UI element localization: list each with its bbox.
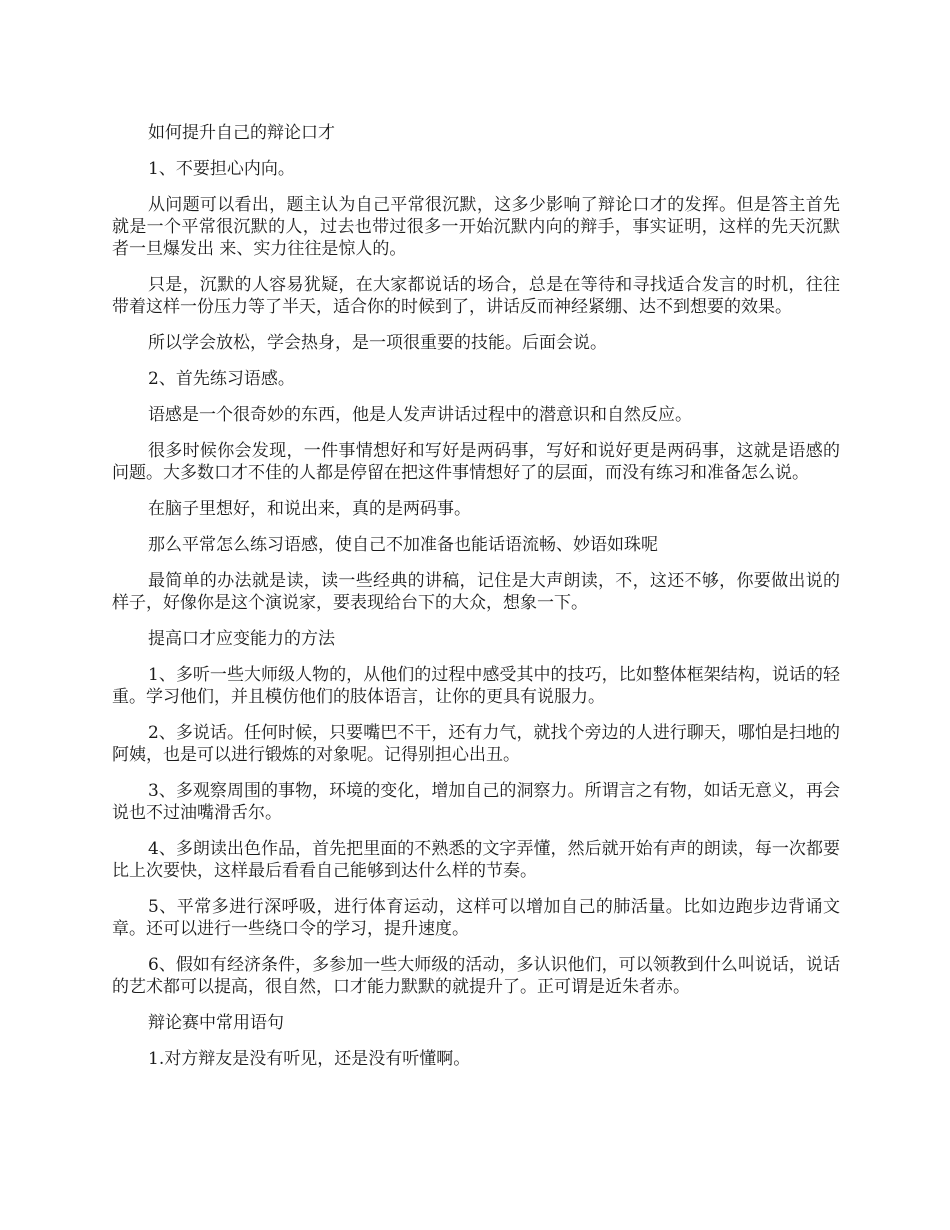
paragraph: 语感是一个很奇妙的东西，他是人发声讲话过程中的潜意识和自然反应。	[148, 405, 692, 425]
paragraph: 所以学会放松，学会热身，是一项很重要的技能。后面会说。	[148, 333, 607, 353]
list-item: 2、多说话。任何时候，只要嘴巴不干，还有力气，就找个旁边的人进行聊天，哪怕是扫地的阿姨，也是可以进行锻炼的对象呢。记得别担心出丑。	[112, 723, 840, 765]
paragraph: 从问题可以看出，题主认为自己平常很沉默，这多少影响了辩论口才的发挥。但是答主首先就是一个平常很沉默的人，过去也带过很多一开始沉默内向的辩手，事实证明，这样的先天沉默者一旦爆发出 来、实力往往是惊人的。	[112, 195, 840, 259]
paragraph: 在脑子里想好，和说出来，真的是两码事。	[148, 499, 471, 519]
section-heading: 提高口才应变能力的方法	[148, 629, 335, 649]
paragraph: 那么平常怎么练习语感，使自己不加准备也能话语流畅、妙语如珠呢	[148, 535, 658, 555]
document-body	[112, 122, 840, 1084]
list-item: 5、平常多进行深呼吸，进行体育运动，这样可以增加自己的肺活量。比如边跑步边背诵文章。还可以进行一些绕口令的学习，提升速度。	[112, 897, 840, 939]
paragraph: 最简单的办法就是读，读一些经典的讲稿，记住是大声朗读，不，这还不够，你要做出说的样子，好像你是这个演说家，要表现给台下的大众，想象一下。	[112, 571, 840, 613]
list-item: 4、多朗读出色作品，首先把里面的不熟悉的文字弄懂，然后就开始有声的朗读，每一次都要比上次要快，这样最后看看自己能够到达什么样的节奏。	[112, 839, 840, 881]
list-item: 1.对方辩友是没有听见，还是没有听懂啊。	[148, 1049, 471, 1069]
section-heading: 2、首先练习语感。	[148, 369, 295, 389]
paragraph: 只是，沉默的人容易犹疑，在大家都说话的场合，总是在等待和寻找适合发言的时机，往往带着这样一份压力等了半天，适合你的时候到了，讲话反而神经紧绷、达不到想要的效果。	[112, 275, 840, 317]
list-item: 6、假如有经济条件，多参加一些大师级的活动，多认识他们，可以领教到什么叫说话，说话的艺术都可以提高，很自然，口才能力默默的就提升了。正可谓是近朱者赤。	[112, 955, 840, 997]
list-item: 3、多观察周围的事物，环境的变化，增加自己的洞察力。所谓言之有物，如话无意义，再会说也不过油嘴滑舌尔。	[112, 781, 840, 823]
document-title: 如何提升自己的辩论口才	[148, 123, 335, 143]
section-heading: 1、不要担心内向。	[148, 159, 295, 179]
paragraph: 很多时候你会发现，一件事情想好和写好是两码事，写好和说好更是两码事，这就是语感的问题。大多数口才不佳的人都是停留在把这件事情想好了的层面，而没有练习和准备怎么说。	[112, 441, 840, 483]
section-heading: 辩论赛中常用语句	[148, 1013, 284, 1033]
list-item: 1、多听一些大师级人物的，从他们的过程中感受其中的技巧，比如整体框架结构，说话的轻重。学习他们，并且模仿他们的肢体语言，让你的更具有说服力。	[112, 665, 840, 707]
